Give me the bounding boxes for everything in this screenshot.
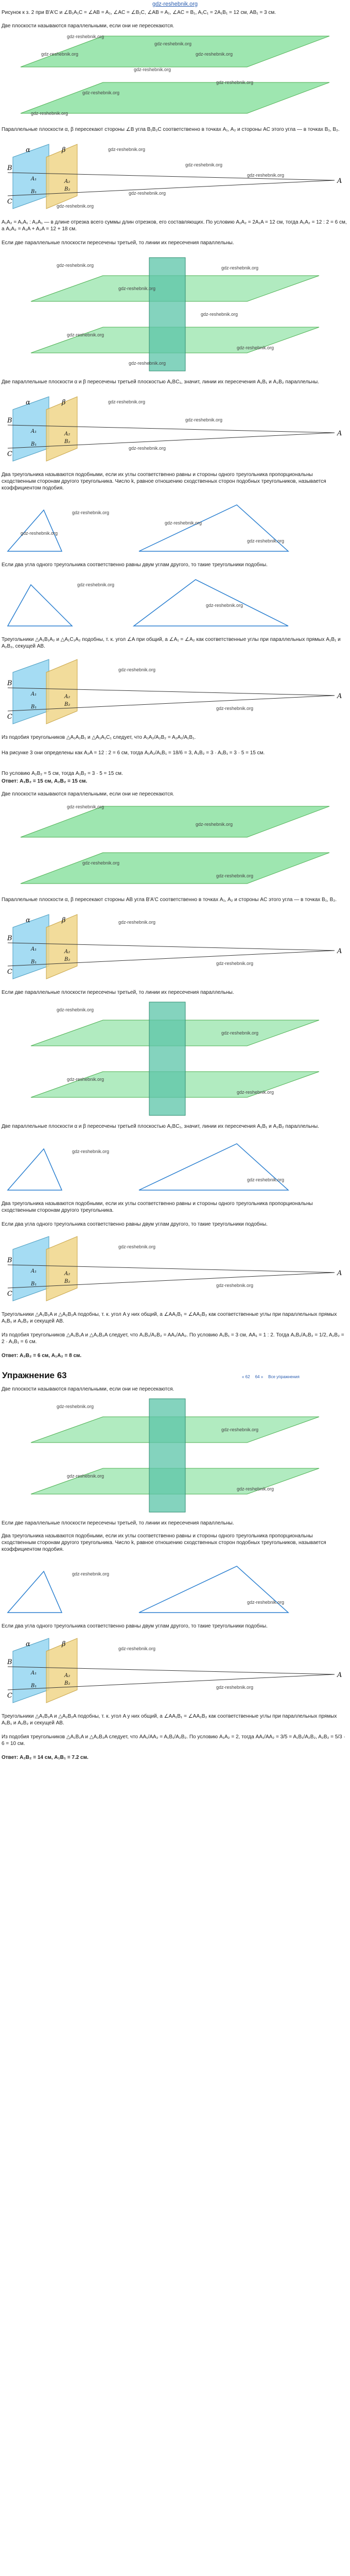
watermark: gdz-reshebnik.org bbox=[216, 80, 254, 85]
exercise-text-6: Из подобия треугольников △A₁B₁A и △A₂B₂A следует, что AA₁/AA₂ = A₁B₁/A₂B₂. По условию A₁A₂ = 2, тогда AA₁/AA₂ = 3/5 = A₁B₁/A₂B₂, A₂B₂ = 5/3 · 6 = 10 см. bbox=[2, 1734, 345, 1747]
watermark: gdz-reshebnik.org bbox=[216, 1283, 254, 1288]
paragraph-13: Параллельные плоскости α, β пересекают стороны AB угла B'A'C соответственно в точках A₁, A₂ и стороны AC этого угла — в точках B₁, B₂. bbox=[2, 897, 337, 903]
paragraph-17: Если два угла одного треугольника соответственно равны двум углам другого, то такие треугольники подобны. bbox=[2, 1222, 268, 1227]
exercise-title: Упражнение 63 bbox=[2, 1370, 67, 1380]
all-exercises-link[interactable]: Все упражнения bbox=[268, 1374, 300, 1379]
watermark: gdz-reshebnik.org bbox=[118, 667, 156, 672]
paragraph-12: Две плоскости называются параллельными, если они не пересекаются. bbox=[2, 791, 174, 797]
svg-text:A₂: A₂ bbox=[64, 949, 71, 955]
watermark: gdz-reshebnik.org bbox=[247, 1600, 285, 1605]
paragraph-3: A₁A₂ = A₁A₁ : A₂A₁ — в длине отрезка всего суммы длин отрезков, его составляющих. По условию A₁A₂ = 2A₁A = 12 см, тогда A₁A₂ = 12 : 2 = 6 см, а A₁A₂ = A₁A + A₂A = 12 + 18 см. bbox=[2, 219, 347, 232]
exercise-text-4: Если два угла одного треугольника соответственно равны двум углам другого, то такие треугольники подобны. bbox=[2, 1623, 268, 1629]
figure-angle-planes-4 bbox=[0, 912, 350, 984]
watermark: gdz-reshebnik.org bbox=[247, 1177, 285, 1182]
watermark: gdz-reshebnik.org bbox=[67, 804, 104, 809]
svg-text:B₁: B₁ bbox=[31, 1683, 37, 1689]
svg-text:A₁: A₁ bbox=[31, 1268, 37, 1274]
label-b2: B₂ bbox=[64, 187, 71, 192]
paragraph-16: Два треугольника называются подобными, если их углы соответственно равны и стороны одного треугольника пропорциональны сходственным сторонам другого треугольника. bbox=[2, 1201, 313, 1213]
watermark: gdz-reshebnik.org bbox=[247, 173, 285, 178]
svg-text:B: B bbox=[7, 1658, 12, 1666]
svg-text:α: α bbox=[26, 399, 30, 406]
label-b1: B₁ bbox=[31, 189, 37, 195]
label-a: A bbox=[337, 177, 342, 185]
svg-text:A₁: A₁ bbox=[31, 429, 37, 434]
svg-text:A₂: A₂ bbox=[64, 1271, 71, 1277]
watermark: gdz-reshebnik.org bbox=[221, 265, 259, 270]
label-c: C bbox=[7, 198, 12, 206]
svg-text:B₂: B₂ bbox=[64, 957, 71, 962]
watermark: gdz-reshebnik.org bbox=[129, 361, 166, 366]
watermark: gdz-reshebnik.org bbox=[118, 286, 156, 291]
plane-gamma-shape bbox=[149, 258, 185, 371]
svg-text:A₁: A₁ bbox=[31, 946, 37, 952]
figure-similar-triangles-1 bbox=[0, 500, 350, 556]
paragraph-15: Две параллельные плоскости α и β пересечены третьей плоскостью A₁BC₁, значит, линии их пересечения A₁B₁ и A₂B₂ параллельны. bbox=[2, 1124, 319, 1129]
svg-text:B₂: B₂ bbox=[64, 702, 71, 707]
watermark: gdz-reshebnik.org bbox=[21, 531, 58, 536]
svg-text:α: α bbox=[26, 917, 30, 924]
watermark: gdz-reshebnik.org bbox=[134, 67, 171, 72]
svg-text:A: A bbox=[337, 1269, 342, 1277]
exercise-text-2: Если две параллельные плоскости пересечены третьей, то линии их пересечения параллельны. bbox=[2, 1520, 234, 1526]
svg-text:B: B bbox=[7, 680, 12, 687]
answer-2: Ответ: A₂B₂ = 6 см, A₁A₂ = 8 см. bbox=[2, 1353, 82, 1359]
watermark: gdz-reshebnik.org bbox=[221, 1427, 259, 1432]
paragraph-3b: Если две параллельные плоскости пересечены третьей, то линии их пересечения параллельны. bbox=[2, 240, 234, 246]
watermark: gdz-reshebnik.org bbox=[67, 332, 104, 337]
figure-parallel-planes-1 bbox=[0, 31, 350, 121]
watermark: gdz-reshebnik.org bbox=[216, 873, 254, 878]
figure-three-planes-3 bbox=[0, 1396, 350, 1515]
definition-parallel-planes: Две плоскости называются параллельными, если они не пересекаются. bbox=[2, 23, 174, 29]
watermark: gdz-reshebnik.org bbox=[67, 1077, 104, 1082]
figure-similar-triangles-2 bbox=[0, 574, 350, 631]
watermark: gdz-reshebnik.org bbox=[196, 822, 233, 827]
watermark: gdz-reshebnik.org bbox=[165, 520, 202, 526]
svg-text:B: B bbox=[7, 417, 12, 425]
watermark: gdz-reshebnik.org bbox=[82, 90, 120, 95]
svg-text:A: A bbox=[337, 430, 342, 437]
svg-text:A₂: A₂ bbox=[64, 431, 71, 437]
label-beta: β bbox=[62, 146, 66, 154]
watermark: gdz-reshebnik.org bbox=[201, 312, 238, 317]
svg-text:β: β bbox=[62, 399, 66, 406]
site-link[interactable]: gdz-reshebnik.org bbox=[152, 1, 198, 7]
svg-text:A₁: A₁ bbox=[31, 1670, 37, 1676]
watermark: gdz-reshebnik.org bbox=[77, 582, 115, 587]
figure-angle-planes-6 bbox=[0, 1636, 350, 1708]
paragraph-18: Треугольники △A₁B₁A и △A₂B₂A подобны, т. к. угол A у них общий, а ∠AA₁B₁ = ∠AA₂B₂ как соответственные углы при параллельных прямых A₁B₁ и A₂B₂ и секущей AB. bbox=[2, 1312, 337, 1324]
watermark: gdz-reshebnik.org bbox=[154, 41, 192, 46]
exercise-text-1: Две плоскости называются параллельными, если они не пересекаются. bbox=[2, 1386, 174, 1392]
watermark: gdz-reshebnik.org bbox=[221, 1030, 259, 1036]
figure-angle-planes-3 bbox=[0, 657, 350, 729]
paragraph-7: Треугольники △A₁B₁A₂ и △A₁C₁A₂ подобны, т. к. угол ∠A при общий, а ∠A₁ = ∠A₂ как соответственные углы при параллельных прямых A₁B₁ и A₂B₂, секущей AB. bbox=[2, 637, 341, 649]
exercise-text-5: Треугольники △A₁B₁A и △A₂B₂A подобны, т. к. угол A у них общий, а ∠AA₁B₁ = ∠AA₂B₂ как соответственные углы при параллельных прямых A₁B₁ и A₂B₂ и секущей AB. bbox=[2, 1714, 337, 1726]
figure-parallel-planes-2 bbox=[0, 801, 350, 891]
exercise-text-3: Два треугольника называются подобными, если их углы соответственно равны и стороны одного треугольника пропорциональны сходственным сторонам другого треугольника. Число k, равное отношению сходственных сторон подобных треугольников, называется коэффициентом подобия. bbox=[2, 1533, 326, 1552]
svg-text:α: α bbox=[26, 1640, 30, 1648]
svg-text:B₁: B₁ bbox=[31, 959, 37, 965]
svg-text:C: C bbox=[7, 713, 12, 721]
svg-text:C: C bbox=[7, 1692, 12, 1700]
prev-exercise-link[interactable]: « 62 bbox=[242, 1374, 250, 1379]
watermark: gdz-reshebnik.org bbox=[108, 399, 146, 404]
svg-text:B₂: B₂ bbox=[64, 439, 71, 445]
svg-text:C: C bbox=[7, 968, 12, 976]
figure-angle-planes-2 bbox=[0, 394, 350, 466]
paragraph-1: Рисунок к з. 2 при B'A'C и ∠B₁A₁C = ∠AB = A₁, ∠AC = ∠B₁C, ∠AB = A₁, ∠AC = B₁, A₁C₁ = 2A₁B₁ = 12 см, AB₁ = 3 см. bbox=[2, 10, 276, 15]
figure-similar-triangles-4 bbox=[0, 1561, 350, 1618]
answer-1: Ответ: A₁B₂ = 15 см, A₂B₂ = 15 см. bbox=[2, 778, 87, 784]
svg-text:B₂: B₂ bbox=[64, 1681, 71, 1686]
svg-text:A₂: A₂ bbox=[64, 694, 71, 700]
watermark: gdz-reshebnik.org bbox=[57, 1404, 94, 1409]
figure-three-planes-1 bbox=[0, 255, 350, 374]
svg-text:B₁: B₁ bbox=[31, 704, 37, 710]
svg-text:B₂: B₂ bbox=[64, 1279, 71, 1284]
paragraph-4: Две параллельные плоскости α и β пересечены третьей плоскостью A₁BC₁, значит, линии их пересечения A₁B₁ и A₂B₂ параллельны. bbox=[2, 379, 319, 385]
watermark: gdz-reshebnik.org bbox=[206, 603, 243, 608]
watermark: gdz-reshebnik.org bbox=[129, 191, 166, 196]
watermark: gdz-reshebnik.org bbox=[118, 1646, 156, 1651]
watermark: gdz-reshebnik.org bbox=[67, 1473, 104, 1479]
svg-text:A: A bbox=[337, 1671, 342, 1679]
exercise-nav bbox=[242, 1372, 347, 1381]
watermark: gdz-reshebnik.org bbox=[129, 446, 166, 451]
exercise-answer: Ответ: A₂B₂ = 14 см, A₁B₁ = 7.2 см. bbox=[2, 1755, 89, 1760]
watermark: gdz-reshebnik.org bbox=[237, 1486, 274, 1492]
paragraph-2: Параллельные плоскости α, β пересекают стороны ∠B угла B₁B₂C соответственно в точках A₁, A₂ и стороны AC этого угла — в точках B₁, B₂. bbox=[2, 127, 340, 132]
watermark: gdz-reshebnik.org bbox=[108, 147, 146, 152]
paragraph-8: Из подобия треугольников △A₁A₂B₁ и △A₁A₁C₁ следует, что A₁A₂/A₂B₂ = A₂A₁/A₁B₁. bbox=[2, 735, 196, 740]
watermark: gdz-reshebnik.org bbox=[72, 1149, 110, 1154]
label-b: B bbox=[7, 164, 12, 172]
watermark: gdz-reshebnik.org bbox=[237, 1090, 274, 1095]
label-a2: A₂ bbox=[64, 179, 71, 184]
watermark: gdz-reshebnik.org bbox=[118, 1244, 156, 1249]
watermark: gdz-reshebnik.org bbox=[67, 34, 104, 39]
label-a1: A₁ bbox=[31, 176, 37, 182]
watermark: gdz-reshebnik.org bbox=[216, 706, 254, 711]
watermark: gdz-reshebnik.org bbox=[216, 961, 254, 966]
watermark: gdz-reshebnik.org bbox=[185, 417, 223, 422]
svg-text:C: C bbox=[7, 450, 12, 458]
watermark: gdz-reshebnik.org bbox=[57, 1007, 94, 1012]
watermark: gdz-reshebnik.org bbox=[118, 920, 156, 925]
figure-angle-planes-1 bbox=[0, 142, 350, 214]
next-exercise-link[interactable]: 64 » bbox=[255, 1374, 264, 1379]
paragraph-5: Два треугольника называются подобными, если их углы соответственно равны и стороны одного треугольника пропорциональны сходственным сторонам другого треугольника. Число k, равное отношению сходственных сторон подобных треугольников, называется коэффициентом подобия. bbox=[2, 472, 326, 491]
watermark: gdz-reshebnik.org bbox=[72, 1571, 110, 1577]
svg-text:C: C bbox=[7, 1290, 12, 1298]
watermark: gdz-reshebnik.org bbox=[237, 345, 274, 350]
watermark: gdz-reshebnik.org bbox=[185, 162, 223, 167]
svg-text:β: β bbox=[62, 917, 66, 924]
watermark: gdz-reshebnik.org bbox=[216, 1685, 254, 1690]
plane-bottom-shape bbox=[21, 82, 329, 113]
watermark: gdz-reshebnik.org bbox=[72, 510, 110, 515]
paragraph-19: Из подобия треугольников △A₁B₁A и △A₂B₂A следует, что A₁B₁/A₂B₂ = AA₁/AA₂. По условию A₁B₁ = 3 см, AA₁ = 1 : 2. Тогда A₁B₁/A₂B₂ = 1/2, A₂B₂ = 2 · A₁B₁ = 6 см. bbox=[2, 1332, 344, 1345]
figure-angle-planes-5 bbox=[0, 1234, 350, 1306]
svg-text:A: A bbox=[337, 947, 342, 955]
paragraph-9: На рисунке 3 они определены как A₂A = 12 : 2 = 6 см, тогда A₁A₂/A₁B₁ = 18/6 = 3, A₁B₂ = 3 · A₁B₁ = 3 · 5 = 15 см. bbox=[2, 750, 265, 756]
svg-text:B₁: B₁ bbox=[31, 1281, 37, 1287]
watermark: gdz-reshebnik.org bbox=[196, 52, 233, 57]
svg-text:A₁: A₁ bbox=[31, 691, 37, 697]
svg-text:A₂: A₂ bbox=[64, 1673, 71, 1679]
svg-text:B: B bbox=[7, 935, 12, 942]
watermark: gdz-reshebnik.org bbox=[82, 860, 120, 866]
triangle-large-shape bbox=[139, 505, 288, 551]
svg-text:B₁: B₁ bbox=[31, 442, 37, 447]
watermark: gdz-reshebnik.org bbox=[57, 204, 94, 209]
watermark: gdz-reshebnik.org bbox=[41, 52, 79, 57]
paragraph-10: По условию A₂B₂ = 5 см, тогда A₁B₂ = 3 · 5 = 15 см. bbox=[2, 771, 123, 776]
watermark: gdz-reshebnik.org bbox=[31, 111, 68, 116]
label-alpha: α bbox=[26, 146, 30, 154]
paragraph-14: Если две параллельные плоскости пересечены третьей, то линии их пересечения параллельны. bbox=[2, 990, 234, 995]
watermark: gdz-reshebnik.org bbox=[247, 538, 285, 544]
figure-three-planes-2 bbox=[0, 999, 350, 1118]
watermark: gdz-reshebnik.org bbox=[57, 263, 94, 268]
svg-text:A: A bbox=[337, 692, 342, 700]
figure-similar-triangles-3 bbox=[0, 1139, 350, 1195]
svg-text:β: β bbox=[62, 1640, 66, 1648]
svg-text:B: B bbox=[7, 1257, 12, 1264]
paragraph-6: Если два угла одного треугольника соответственно равны двум углам другого, то такие треугольники подобны. bbox=[2, 562, 268, 568]
